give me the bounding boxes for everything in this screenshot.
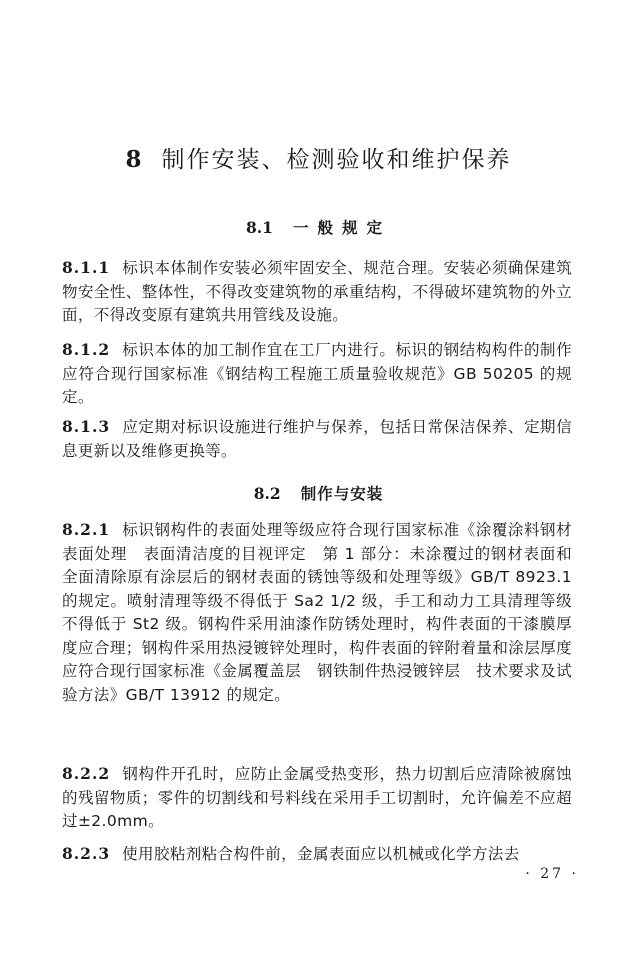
chapter-title-text: 制作安装、检测验收和维护保养 [161,147,512,173]
section-title-text: 一般规定 [292,219,391,237]
clause-text: 钢构件开孔时，应防止金属受热变形，热力切割后应清除被腐蚀的残留物质；零件的切割线和号料线在采用手工切割时，允许偏差不应超过±2.0mm。 [62,765,572,830]
chapter-title [0,141,637,174]
clause-paragraph-8-2-3 [62,842,572,867]
section-number: 8.1 [246,218,273,237]
clause-number: 8.1.3 [62,417,111,436]
clause-text: 标识钢构件的表面处理等级应符合现行国家标准《涂覆涂料钢材表面处理 表面清洁度的目视评定 第 1 部分：未涂覆过的钢材表面和全面清除原有涂层后的钢材表面的锈蚀等级和处理等级》GB/T 8923.1 的规定。喷射清理等级不得低于 Sa2 1/2 级，手工和动力工具清理等级不得低于 St2 级。钢构件采用油漆作防锈处理时，构件表面的干漆膜厚度应合理；钢构件采用热浸镀锌处理时，构件表面的锌附着量和涂层厚度应符合现行国家标准《金属覆盖层 钢铁制件热浸镀锌层 技术要求及试验方法》GB/T 13912 的规定。 [62,521,572,704]
section-title-text: 制作与安装 [300,485,384,503]
clause-text: 标识本体的加工制作宜在工厂内进行。标识的钢结构构件的制作应符合现行国家标准《钢结构工程施工质量验收规范》GB 50205 的规定。 [62,341,572,406]
clause-paragraph-8-2-2 [62,762,572,834]
clause-paragraph-8-1-2 [62,338,572,410]
section-number: 8.2 [253,484,281,503]
clause-text: 使用胶粘剂粘合构件前，金属表面应以机械或化学方法去 [122,845,520,863]
section-heading-8-1 [0,216,637,238]
clause-number: 8.1.2 [62,340,111,359]
clause-number: 8.1.1 [62,258,111,277]
clause-number: 8.2.2 [62,764,111,783]
clause-paragraph-8-1-3 [62,415,572,463]
section-heading-8-2 [0,482,637,504]
clause-text: 应定期对标识设施进行维护与保养，包括日常保洁保养、定期信息更新以及维修更换等。 [62,418,572,460]
chapter-number: 8 [125,146,144,173]
clause-number: 8.2.1 [62,520,111,539]
clause-paragraph-8-2-1 [62,518,572,707]
clause-number: 8.2.3 [62,844,111,863]
page-number: · 27 · [525,866,579,882]
clause-text: 标识本体制作安装必须牢固安全、规范合理。安装必须确保建筑物安全性、整体性，不得改变建筑物的承重结构，不得破坏建筑物的外立面，不得改变原有建筑共用管线及设施。 [62,259,572,324]
clause-paragraph-8-1-1 [62,256,572,328]
